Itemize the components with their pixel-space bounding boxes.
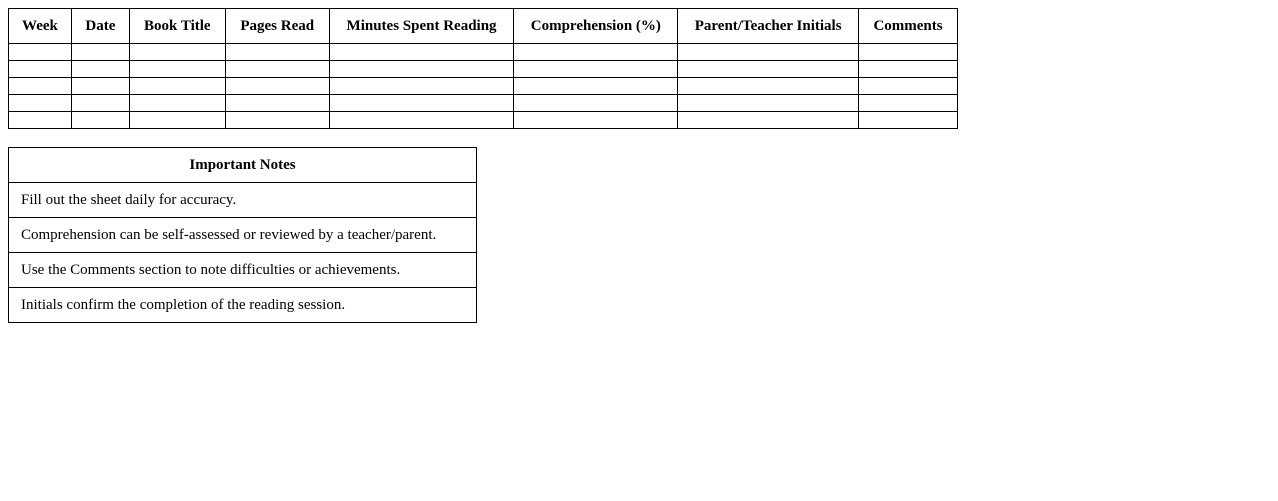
table-cell bbox=[678, 78, 859, 95]
table-cell bbox=[329, 61, 514, 78]
note-text: Use the Comments section to note difficulties or achievements. bbox=[9, 253, 477, 288]
table-cell bbox=[71, 112, 129, 129]
header-parent-teacher-initials: Parent/Teacher Initials bbox=[678, 9, 859, 44]
table-row bbox=[9, 95, 958, 112]
table-cell bbox=[225, 61, 329, 78]
header-comprehension: Comprehension (%) bbox=[514, 9, 678, 44]
note-text: Comprehension can be self-assessed or reviewed by a teacher/parent. bbox=[9, 218, 477, 253]
table-cell bbox=[9, 112, 72, 129]
table-cell bbox=[514, 112, 678, 129]
table-row bbox=[9, 61, 958, 78]
table-cell bbox=[859, 112, 958, 129]
table-cell bbox=[514, 44, 678, 61]
table-cell bbox=[129, 61, 225, 78]
note-text: Fill out the sheet daily for accuracy. bbox=[9, 183, 477, 218]
list-item bbox=[9, 253, 477, 288]
table-cell bbox=[678, 44, 859, 61]
table-cell bbox=[71, 61, 129, 78]
important-notes-table bbox=[8, 147, 477, 323]
notes-header-row bbox=[9, 148, 477, 183]
table-cell bbox=[859, 61, 958, 78]
table-row bbox=[9, 112, 958, 129]
header-book-title: Book Title bbox=[129, 9, 225, 44]
table-cell bbox=[514, 78, 678, 95]
table-cell bbox=[329, 44, 514, 61]
table-cell bbox=[225, 112, 329, 129]
table-cell bbox=[129, 44, 225, 61]
table-cell bbox=[859, 95, 958, 112]
table-cell bbox=[678, 95, 859, 112]
table-row bbox=[9, 78, 958, 95]
table-cell bbox=[678, 112, 859, 129]
list-item bbox=[9, 218, 477, 253]
table-cell bbox=[329, 78, 514, 95]
table-cell bbox=[9, 61, 72, 78]
table-cell bbox=[514, 95, 678, 112]
table-cell bbox=[9, 44, 72, 61]
note-text: Initials confirm the completion of the reading session. bbox=[9, 288, 477, 323]
table-cell bbox=[225, 95, 329, 112]
table-cell bbox=[9, 78, 72, 95]
table-row bbox=[9, 44, 958, 61]
table-cell bbox=[859, 78, 958, 95]
table-cell bbox=[859, 44, 958, 61]
table-cell bbox=[71, 78, 129, 95]
list-item bbox=[9, 183, 477, 218]
table-cell bbox=[329, 95, 514, 112]
header-date: Date bbox=[71, 9, 129, 44]
header-comments: Comments bbox=[859, 9, 958, 44]
notes-title: Important Notes bbox=[9, 148, 477, 183]
header-week: Week bbox=[9, 9, 72, 44]
table-cell bbox=[225, 78, 329, 95]
table-cell bbox=[129, 112, 225, 129]
table-cell bbox=[71, 44, 129, 61]
table-cell bbox=[225, 44, 329, 61]
header-row bbox=[9, 9, 958, 44]
table-cell bbox=[329, 112, 514, 129]
table-cell bbox=[129, 95, 225, 112]
header-minutes-spent-reading: Minutes Spent Reading bbox=[329, 9, 514, 44]
table-cell bbox=[9, 95, 72, 112]
table-cell bbox=[678, 61, 859, 78]
table-cell bbox=[129, 78, 225, 95]
header-pages-read: Pages Read bbox=[225, 9, 329, 44]
table-cell bbox=[71, 95, 129, 112]
reading-log-table bbox=[8, 8, 958, 129]
list-item bbox=[9, 288, 477, 323]
table-cell bbox=[514, 61, 678, 78]
